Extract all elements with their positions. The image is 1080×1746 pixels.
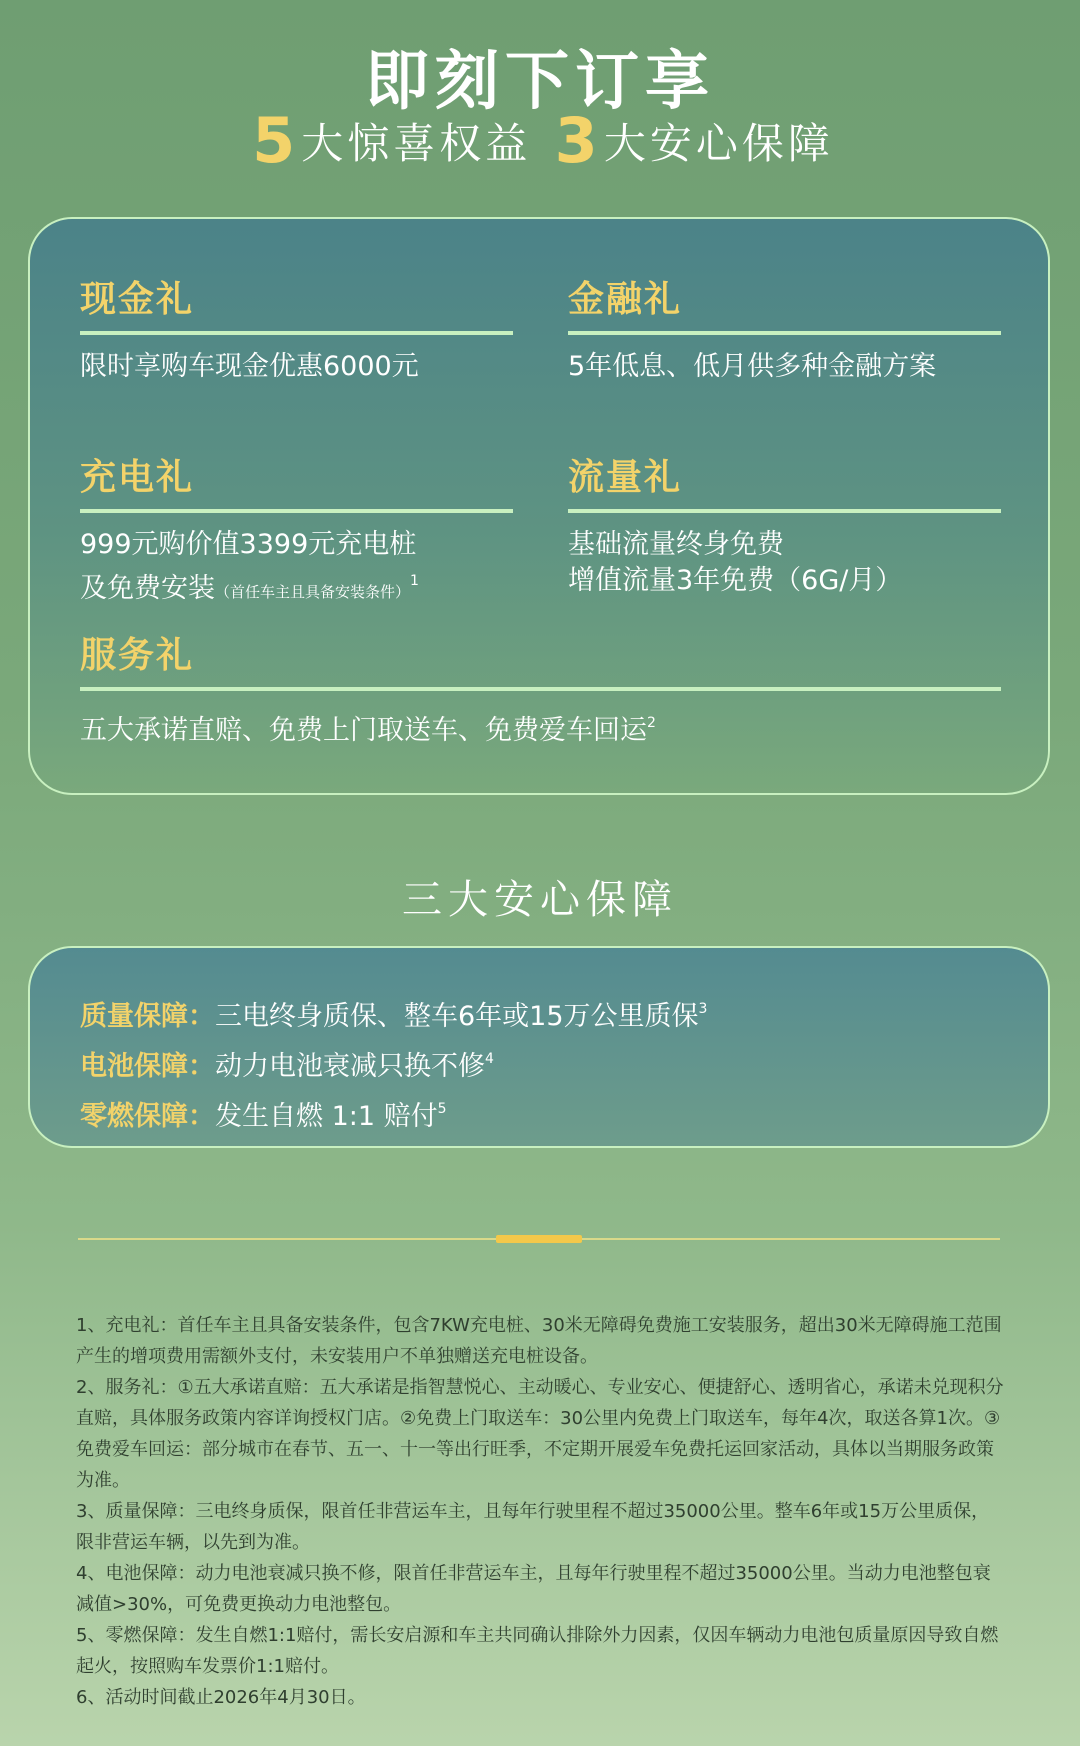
footnote-item: 1、充电礼：首任车主且具备安装条件，包含7KW充电桩、30米无障碍免费施工安装服务，超出30米无障碍施工范围产生的增项费用需额外支付，未安装用户不单独赠送充电桩设备。 xyxy=(76,1315,1002,1367)
gift-title: 金融礼 xyxy=(568,279,683,320)
gift-description: 5年低息、低月供多种金融方案 xyxy=(568,351,937,382)
gift-title: 服务礼 xyxy=(80,635,195,676)
guarantee-item-combustion xyxy=(80,1088,707,1138)
gift-desc-text: 五大承诺直赔、免费上门取送车、免费爱车回运 xyxy=(80,715,647,746)
gift-charging xyxy=(80,453,513,610)
guarantee-label: 零燃保障： xyxy=(80,1101,215,1132)
gift-desc-text: 及免费安装 xyxy=(80,573,215,604)
subtitle-number-5: 5 xyxy=(252,104,296,177)
gift-description xyxy=(568,527,1001,599)
gift-divider xyxy=(80,509,513,513)
subtitle-text-2: 大安心保障 xyxy=(603,119,834,168)
page-subtitle xyxy=(0,104,1080,177)
guarantee-item-quality xyxy=(80,988,707,1038)
guarantee-text: 三电终身质保、整车6年或15万公里质保 xyxy=(215,1001,699,1032)
gift-condition-note: （首任车主且具备安装条件） xyxy=(215,583,411,601)
gift-title: 流量礼 xyxy=(568,457,683,498)
footnote-ref: 5 xyxy=(437,1101,447,1117)
gift-divider xyxy=(80,687,1001,691)
guarantee-item-battery xyxy=(80,1038,707,1088)
footnote-item: 6、活动时间截止2026年4月30日。 xyxy=(76,1687,366,1708)
guarantee-text: 动力电池衰减只换不修 xyxy=(215,1051,485,1082)
guarantee-list xyxy=(80,988,707,1138)
subtitle-text-1: 大惊喜权益 xyxy=(301,119,532,168)
gift-desc-line: 999元购价值3399元充电桩 xyxy=(80,529,417,560)
guarantee-section-title: 三大安心保障 xyxy=(402,877,678,923)
gift-finance xyxy=(568,275,1001,385)
footnote-item: 5、零燃保障：发生自燃1:1赔付，需长安启源和车主共同确认排除外力因素，仅因车辆动力电池包质量原因导致自燃起火，按照购车发票价1:1赔付。 xyxy=(76,1625,999,1677)
footnote-ref: 1 xyxy=(410,573,419,589)
footnote-ref: 4 xyxy=(485,1051,494,1067)
guarantee-label: 质量保障： xyxy=(80,1001,215,1032)
guarantee-text: 发生自燃 1:1 赔付 xyxy=(215,1101,438,1132)
gift-title: 充电礼 xyxy=(80,457,195,498)
guarantee-label: 电池保障： xyxy=(80,1051,215,1082)
gift-data xyxy=(568,453,1001,599)
divider-accent xyxy=(496,1235,582,1243)
gift-desc-line: 增值流量3年免费（6G/月） xyxy=(568,565,903,596)
footnote-item: 3、质量保障：三电终身质保，限首任非营运车主，且每年行驶里程不超过35000公里。整车6年或15万公里质保，限非营运车辆，以先到为准。 xyxy=(76,1501,990,1553)
footnote-ref: 2 xyxy=(647,715,656,731)
subtitle-number-3: 3 xyxy=(554,104,598,177)
gift-description xyxy=(80,527,513,610)
gift-desc-line xyxy=(80,563,513,610)
gift-service xyxy=(80,631,1001,749)
gift-description xyxy=(80,705,1001,749)
gift-divider xyxy=(80,331,513,335)
gift-desc-line: 基础流量终身免费 xyxy=(568,529,784,560)
footnote-ref: 3 xyxy=(698,1001,708,1017)
footnote-item: 2、服务礼：①五大承诺直赔：五大承诺是指智慧悦心、主动暖心、专业安心、便捷舒心、透明省心，承诺未兑现积分直赔，具体服务政策内容详询授权门店。②免费上门取送车：30公里内免费上门取送车，每年4次，取送各算1次。③免费爱车回运：部分城市在春节、五一、十一等出行旺季，不定期开展爱车免费托运回家活动，具体以当期服务政策为准。 xyxy=(76,1377,1004,1491)
gift-divider xyxy=(568,331,1001,335)
gift-cash xyxy=(80,275,513,385)
gift-divider xyxy=(568,509,1001,513)
footnotes xyxy=(76,1310,1006,1713)
gift-description: 限时享购车现金优惠6000元 xyxy=(80,351,419,382)
page-title: 即刻下订享 xyxy=(365,45,715,119)
footnote-item: 4、电池保障：动力电池衰减只换不修，限首任非营运车主，且每年行驶里程不超过35000公里。当动力电池整包衰减值>30%，可免费更换动力电池整包。 xyxy=(76,1563,991,1615)
guarantee-panel xyxy=(28,946,1050,1148)
gifts-panel xyxy=(28,217,1050,795)
gift-title: 现金礼 xyxy=(80,279,195,320)
